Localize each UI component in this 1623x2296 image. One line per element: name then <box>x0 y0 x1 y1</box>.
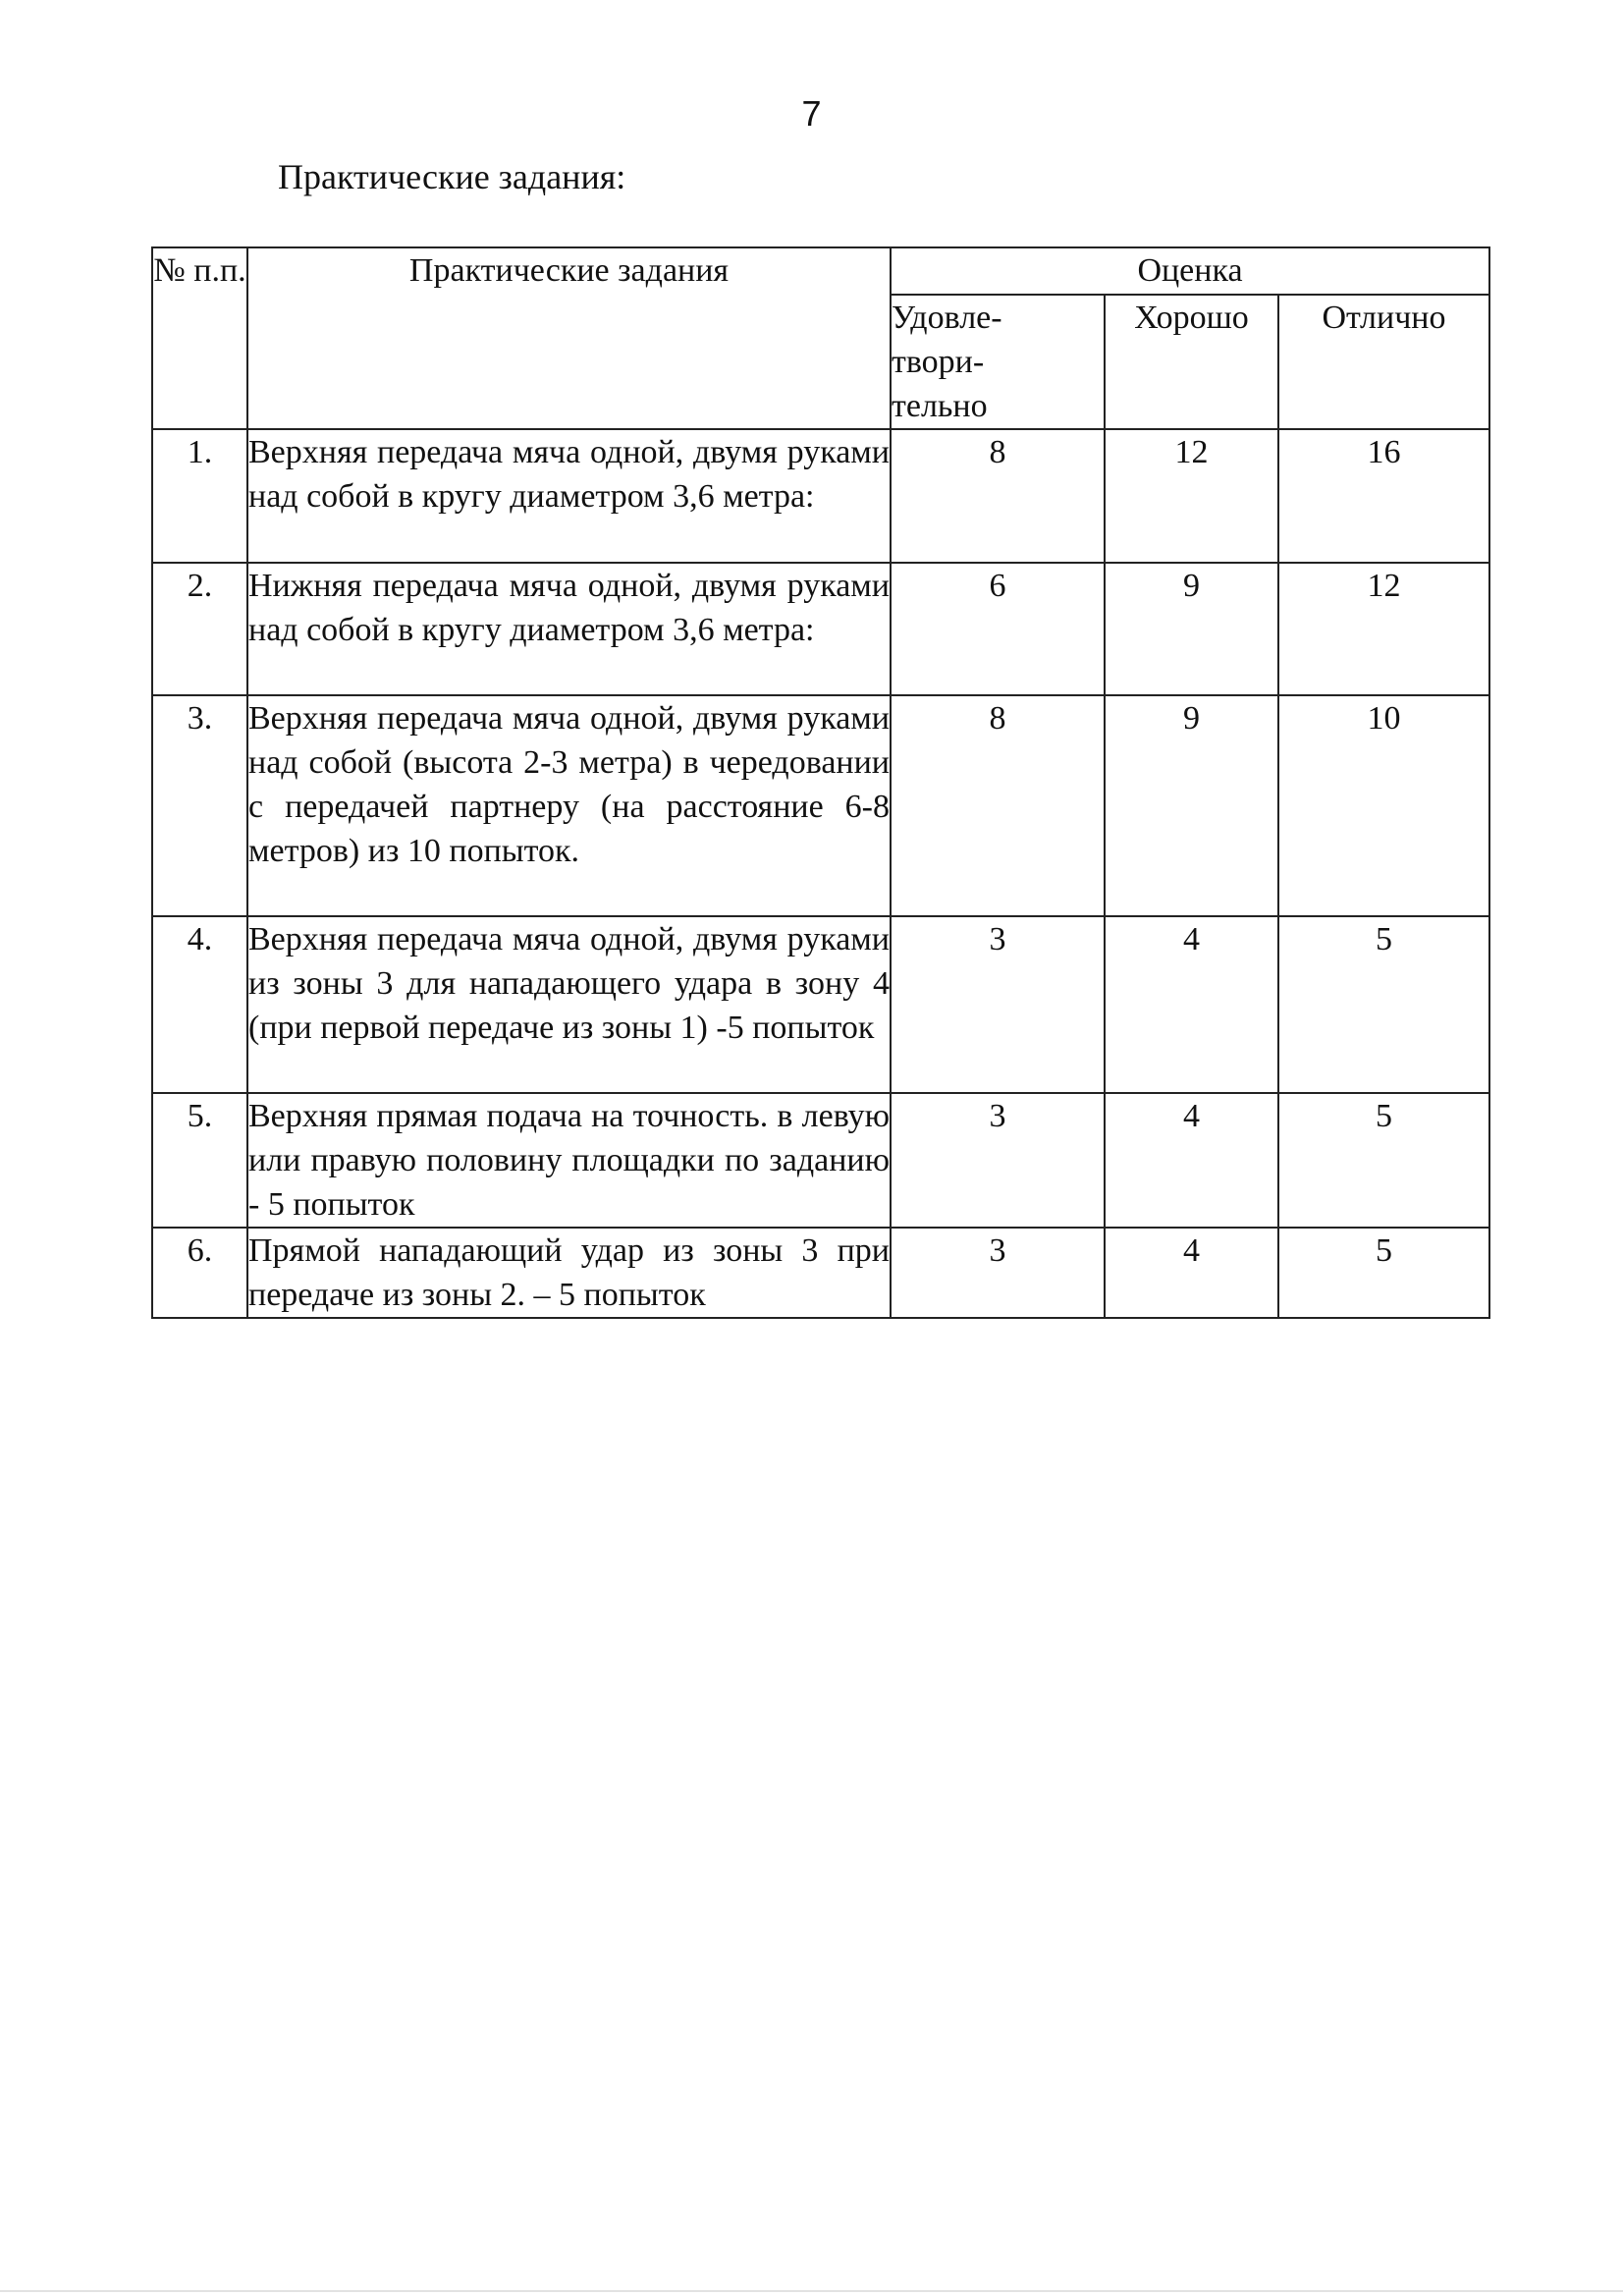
header-excellent <box>1278 295 1489 429</box>
row-satisfactory: 6 <box>891 563 1105 695</box>
row-number: 6. <box>152 1228 247 1318</box>
row-number: 4. <box>152 916 247 1093</box>
scan-edge-line <box>0 2290 1623 2292</box>
header-grade-label: Оценка <box>1137 252 1243 289</box>
page-number: 7 <box>801 93 822 134</box>
table-row <box>152 1093 1489 1228</box>
row-excellent: 5 <box>1278 916 1489 1093</box>
table-row <box>152 563 1489 695</box>
row-number: 1. <box>152 429 247 563</box>
row-number: 5. <box>152 1093 247 1228</box>
row-good: 12 <box>1105 429 1278 563</box>
row-task: Верхняя прямая подача на точность. в левую или правую половину площадки по заданию - 5 попыток <box>247 1093 891 1228</box>
row-task: Верхняя передача мяча одной, двумя руками над собой в кругу диаметром 3,6 метра: <box>247 429 891 563</box>
header-good <box>1105 295 1278 429</box>
header-excellent-label: Отлично <box>1322 300 1446 336</box>
table-row <box>152 916 1489 1093</box>
table-row <box>152 1228 1489 1318</box>
row-satisfactory: 3 <box>891 1093 1105 1228</box>
header-satisfactory-label: Удовле-твори-тельно <box>892 300 1002 424</box>
row-excellent: 10 <box>1278 695 1489 916</box>
header-task-label: Практические задания <box>408 252 730 289</box>
row-task: Верхняя передача мяча одной, двумя руками над собой (высота 2-3 метра) в чередовании с передачей партнеру (на расстояние 6-8 метров) из 10 попыток. <box>247 695 891 916</box>
header-number <box>152 247 247 429</box>
row-task: Прямой нападающий удар из зоны 3 при передаче из зоны 2. – 5 попыток <box>247 1228 891 1318</box>
section-title: Практические задания: <box>278 157 626 196</box>
row-excellent: 5 <box>1278 1093 1489 1228</box>
row-excellent: 16 <box>1278 429 1489 563</box>
header-good-label: Хорошо <box>1134 300 1249 336</box>
row-satisfactory: 8 <box>891 695 1105 916</box>
header-number-label: № п.п. <box>153 252 246 289</box>
row-good: 4 <box>1105 916 1278 1093</box>
header-satisfactory <box>891 295 1105 429</box>
row-number: 3. <box>152 695 247 916</box>
header-task <box>247 247 891 429</box>
header-grade <box>891 247 1489 295</box>
row-excellent: 12 <box>1278 563 1489 695</box>
tasks-table <box>151 246 1490 1319</box>
row-task: Верхняя передача мяча одной, двумя руками из зоны 3 для нападающего удара в зону 4 (при первой передаче из зоны 1) -5 попыток <box>247 916 891 1093</box>
row-good: 9 <box>1105 563 1278 695</box>
row-good: 9 <box>1105 695 1278 916</box>
row-task: Нижняя передача мяча одной, двумя руками над собой в кругу диаметром 3,6 метра: <box>247 563 891 695</box>
row-satisfactory: 3 <box>891 916 1105 1093</box>
table-row <box>152 695 1489 916</box>
row-satisfactory: 3 <box>891 1228 1105 1318</box>
row-number: 2. <box>152 563 247 695</box>
row-good: 4 <box>1105 1093 1278 1228</box>
row-excellent: 5 <box>1278 1228 1489 1318</box>
row-satisfactory: 8 <box>891 429 1105 563</box>
table-row <box>152 429 1489 563</box>
row-good: 4 <box>1105 1228 1278 1318</box>
